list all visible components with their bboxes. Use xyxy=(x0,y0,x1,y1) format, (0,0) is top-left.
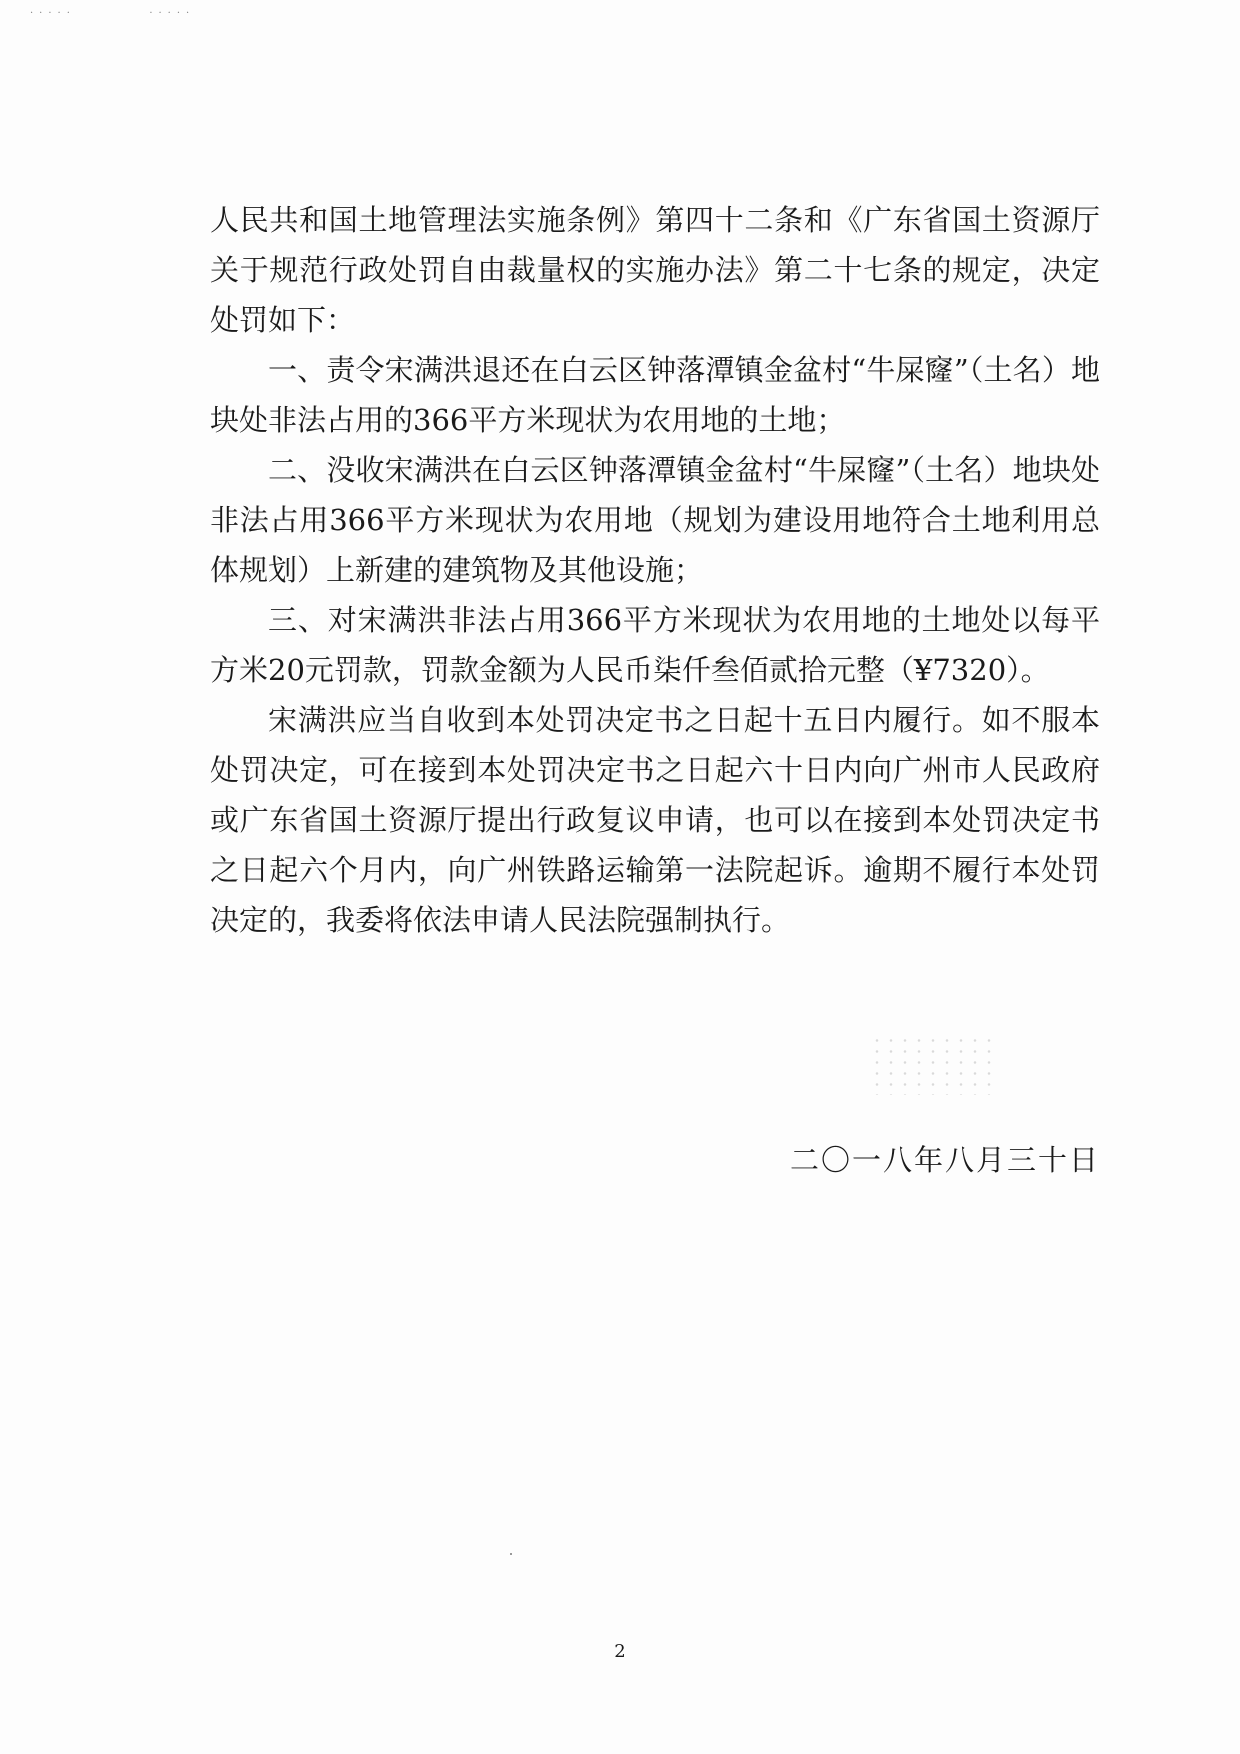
penalty-item-2: 二、没收宋满洪在白云区钟落潭镇金盆村“牛屎窿”（土名）地块处非法占用366平方米现状为农用地（规划为建设用地符合土地利用总体规划）上新建的建筑物及其他设施； xyxy=(210,453,1100,587)
seal-trace xyxy=(870,1035,1000,1095)
paragraph-continuation: 人民共和国土地管理法实施条例》第四十二条和《广东省国土资源厅关于规范行政处罚自由裁量权的实施办法》第二十七条的规定，决定处罚如下： xyxy=(210,203,1100,337)
penalty-item-3: 三、对宋满洪非法占用366平方米现状为农用地的土地处以每平方米20元罚款，罚款金额为人民币柒仟叁佰贰拾元整（¥7320）。 xyxy=(210,603,1100,687)
document-body xyxy=(210,195,1100,945)
scan-artifact: ····· ····· xyxy=(30,8,196,19)
scan-speck xyxy=(510,1553,512,1555)
penalty-item-1: 一、责令宋满洪退还在白云区钟落潭镇金盆村“牛屎窿”（土名）地块处非法占用的366平方米现状为农用地的土地； xyxy=(210,353,1100,437)
document-date: 二〇一八年八月三十日 xyxy=(789,1143,1100,1177)
compliance-notice: 宋满洪应当自收到本处罚决定书之日起十五日内履行。如不服本处罚决定，可在接到本处罚决定书之日起六十日内向广州市人民政府或广东省国土资源厅提出行政复议申请，也可以在接到本处罚决定书之日起六个月内，向广州铁路运输第一法院起诉。逾期不履行本处罚决定的，我委将依法申请人民法院强制执行。 xyxy=(210,703,1100,937)
page-number: 2 xyxy=(614,1641,626,1662)
